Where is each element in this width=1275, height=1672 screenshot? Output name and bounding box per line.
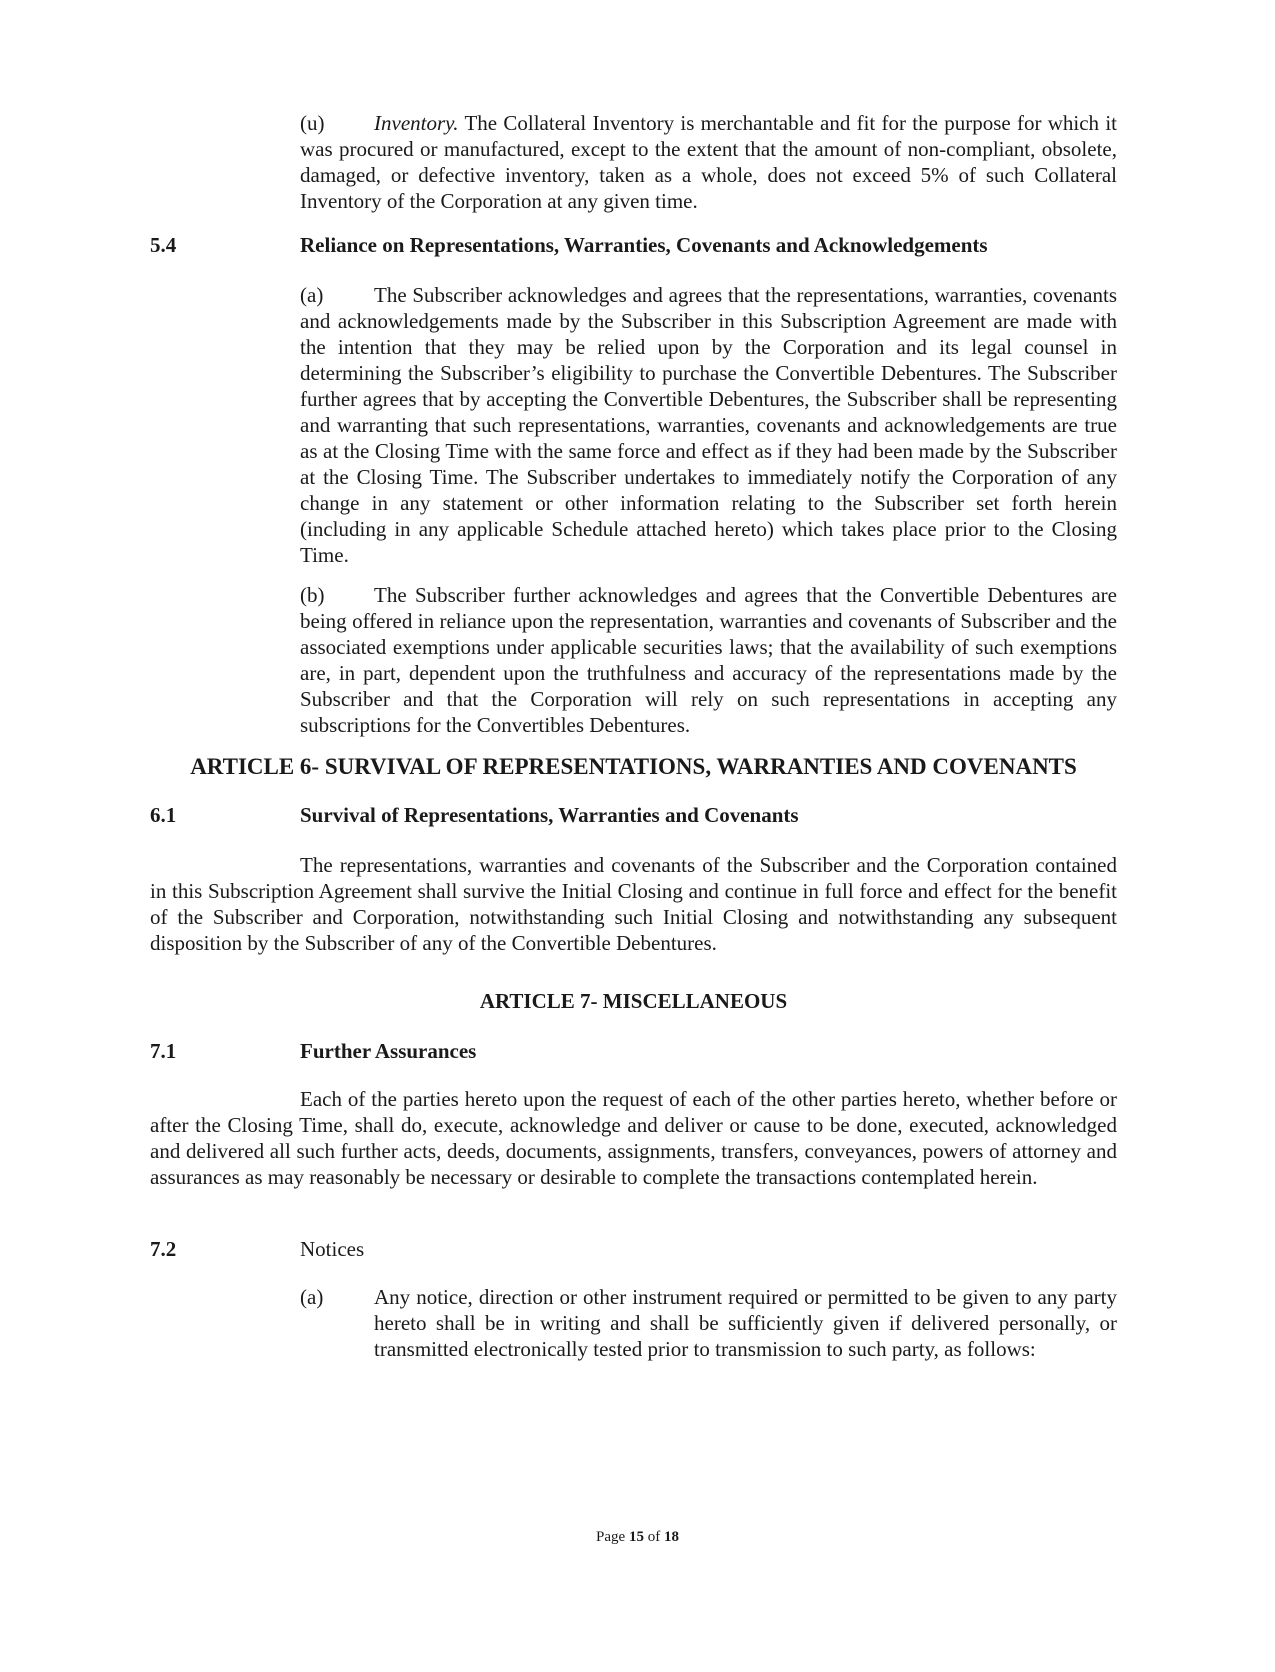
paragraph-7-2-a	[300, 1284, 1117, 1362]
paragraph-text: The Collateral Inventory is merchantable and fit for the purpose for which it was procured or manufactured, except to the extent that the amount of non-compliant, obsolete, damaged, or defective inventory, taken as a whole, does not exceed 5% of such Collateral Inventory of the Corporation at any given time.	[300, 111, 1117, 213]
total-pages: 18	[663, 1529, 679, 1545]
section-title: Notices	[300, 1237, 365, 1261]
paragraph-5-4-b	[300, 582, 1117, 738]
paragraph-7-1: Each of the parties hereto upon the request of each of the other parties hereto, whether before or after the Closing Time, shall do, execute, acknowledge and deliver or cause to be done, executed, acknowledged and delivered all such further acts, deeds, documents, assignments, transfers, conveyances, powers of attorney and assurances as may reasonably be necessary or desirable to complete the transactions contemplated herein.	[150, 1087, 1117, 1189]
section-number: 7.2	[150, 1237, 177, 1261]
section-number: 7.1	[150, 1039, 177, 1063]
page-number-footer	[0, 1528, 1275, 1546]
paragraph-text: The Subscriber further acknowledges and agrees that the Convertible Debentures are being offered in reliance upon the representation, warranties and covenants of Subscriber and the associated exemptions under applicable securities laws; that the availability of such exemptions are, in part, dependent upon the truthfulness and accuracy of the representations made by the Subscriber and that the Corporation will rely on such representations in accepting any subscriptions for the Convertibles Debentures.	[300, 583, 1117, 737]
current-page: 15	[628, 1529, 644, 1545]
paragraph-6-1: The representations, warranties and covenants of the Subscriber and the Corporation contained in this Subscription Agreement shall survive the Initial Closing and continue in full force and effect for the benefit of the Subscriber and Corporation, notwithstanding such Initial Closing and notwithstanding any subsequent disposition by the Subscriber of any of the Convertible Debentures.	[150, 853, 1117, 955]
section-number: 6.1	[150, 803, 177, 827]
section-title: Further Assurances	[300, 1039, 477, 1063]
section-title: Reliance on Representations, Warranties, Covenants and Acknowledgements	[300, 233, 988, 257]
paragraph-text: The Subscriber acknowledges and agrees that the representations, warranties, covenants and acknowledgements made by the Subscriber in this Subscription Agreement are made with the intention that they may be relied upon by the Corporation and its legal counsel in determining the Subscriber’s eligibility to purchase the Convertible Debentures. The Subscriber further agrees that by accepting the Convertible Debentures, the Subscriber shall be representing and warranting that such representations, warranties, covenants and acknowledgements are true as at the Closing Time with the same force and effect as if they had been made by the Subscriber at the Closing Time. The Subscriber undertakes to immediately notify the Corporation of any change in any statement or other information relating to the Subscriber set forth herein (including in any applicable Schedule attached hereto) which takes place prior to the Closing Time.	[300, 283, 1117, 567]
paragraph-term: Inventory.	[374, 111, 459, 135]
article-heading: ARTICLE 6- SURVIVAL OF REPRESENTATIONS, WARRANTIES AND COVENANTS	[190, 754, 1077, 779]
paragraph-label: (b)	[300, 583, 325, 607]
paragraph-u	[300, 110, 1117, 214]
section-number: 5.4	[150, 233, 177, 257]
paragraph-label: (a)	[300, 1285, 324, 1309]
paragraph-label: (a)	[300, 283, 324, 307]
paragraph-label: (u)	[300, 111, 325, 135]
paragraph-text: Any notice, direction or other instrument required or permitted to be given to any party hereto shall be in writing and shall be sufficiently given if delivered personally, or transmitted electronically tested prior to transmission to such party, as follows:	[374, 1285, 1117, 1361]
section-title: Survival of Representations, Warranties and Covenants	[300, 803, 799, 827]
of-word: of	[647, 1529, 661, 1545]
paragraph-5-4-a	[300, 282, 1117, 568]
page-word: Page	[596, 1529, 626, 1545]
article-heading: ARTICLE 7- MISCELLANEOUS	[479, 989, 788, 1013]
